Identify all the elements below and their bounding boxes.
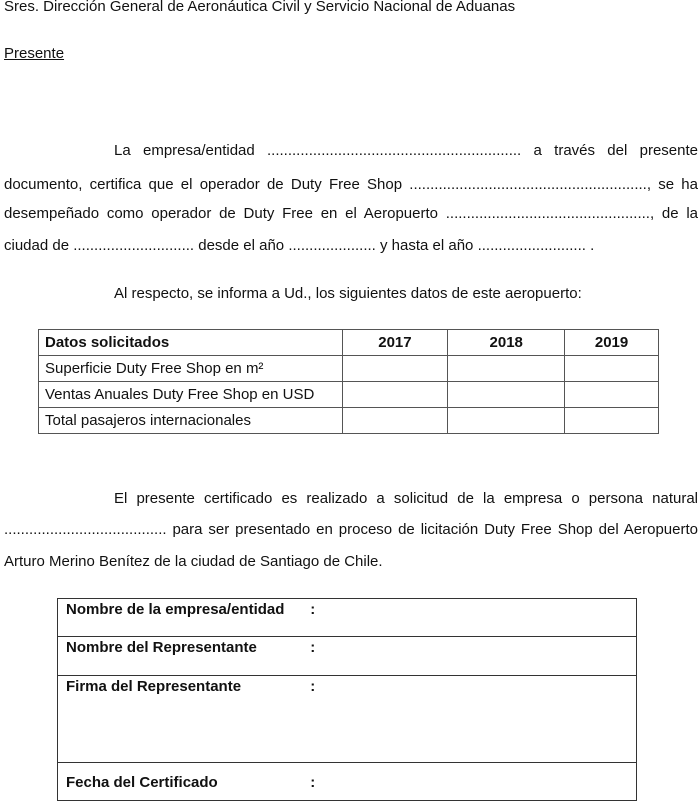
form-label: Fecha del Certificado	[58, 763, 311, 801]
form-row-company	[58, 599, 637, 637]
table-cell[interactable]	[448, 408, 565, 434]
table-row-label: Ventas Anuales Duty Free Shop en USD	[39, 382, 343, 408]
signature-field[interactable]	[332, 676, 636, 763]
paragraph-1-line-1: La empresa/entidad ............................................................. a través del presente	[114, 142, 698, 159]
paragraph-1-line-4: ciudad de ............................. desde el año ..................... y hasta el año .......................... .	[4, 237, 595, 254]
form-row-date	[58, 763, 637, 801]
table-cell[interactable]	[565, 408, 659, 434]
paragraph-1-line-3: desempeñado como operador de Duty Free en el Aeropuerto ................................................., de la	[4, 205, 698, 222]
table-row	[39, 356, 659, 382]
table-header-cell: 2018	[448, 330, 565, 356]
table-cell[interactable]	[565, 356, 659, 382]
table-row-label: Superficie Duty Free Shop en m²	[39, 356, 343, 382]
representative-name-field[interactable]	[332, 637, 636, 676]
table-header-cell: 2019	[565, 330, 659, 356]
form-row-representative	[58, 637, 637, 676]
data-table	[38, 329, 659, 434]
table-row-label: Total pasajeros internacionales	[39, 408, 343, 434]
form-row-signature	[58, 676, 637, 763]
form-colon: :	[310, 599, 332, 637]
table-header-row	[39, 330, 659, 356]
paragraph-2-line-2: ....................................... para ser presentado en proceso de licitación Duty Free Shop del Aeropuerto	[4, 521, 698, 538]
form-colon: :	[310, 763, 332, 801]
form-label: Firma del Representante	[58, 676, 311, 763]
table-header-cell: 2017	[342, 330, 448, 356]
table-cell[interactable]	[342, 408, 448, 434]
certificate-form	[57, 598, 637, 801]
form-colon: :	[310, 676, 332, 763]
paragraph-1-line-2: documento, certifica que el operador de Duty Free Shop ........................................................., se ha	[4, 176, 698, 193]
table-row	[39, 382, 659, 408]
form-label: Nombre del Representante	[58, 637, 311, 676]
form-label: Nombre de la empresa/entidad	[58, 599, 311, 637]
addressee: Sres. Dirección General de Aeronáutica Civil y Servicio Nacional de Aduanas	[4, 0, 516, 15]
certificate-date-field[interactable]	[332, 763, 636, 801]
table-cell[interactable]	[342, 356, 448, 382]
presente-heading: Presente	[4, 45, 65, 62]
company-name-field[interactable]	[332, 599, 636, 637]
table-cell[interactable]	[342, 382, 448, 408]
intro-text: Al respecto, se informa a Ud., los siguientes datos de este aeropuerto:	[114, 285, 582, 302]
paragraph-2-line-3: Arturo Merino Benítez de la ciudad de Santiago de Chile.	[4, 553, 383, 570]
table-cell[interactable]	[448, 356, 565, 382]
table-row	[39, 408, 659, 434]
table-header-cell: Datos solicitados	[39, 330, 343, 356]
table-cell[interactable]	[448, 382, 565, 408]
table-cell[interactable]	[565, 382, 659, 408]
form-colon: :	[310, 637, 332, 676]
paragraph-2-line-1: El presente certificado es realizado a solicitud de la empresa o persona natural	[114, 490, 698, 507]
